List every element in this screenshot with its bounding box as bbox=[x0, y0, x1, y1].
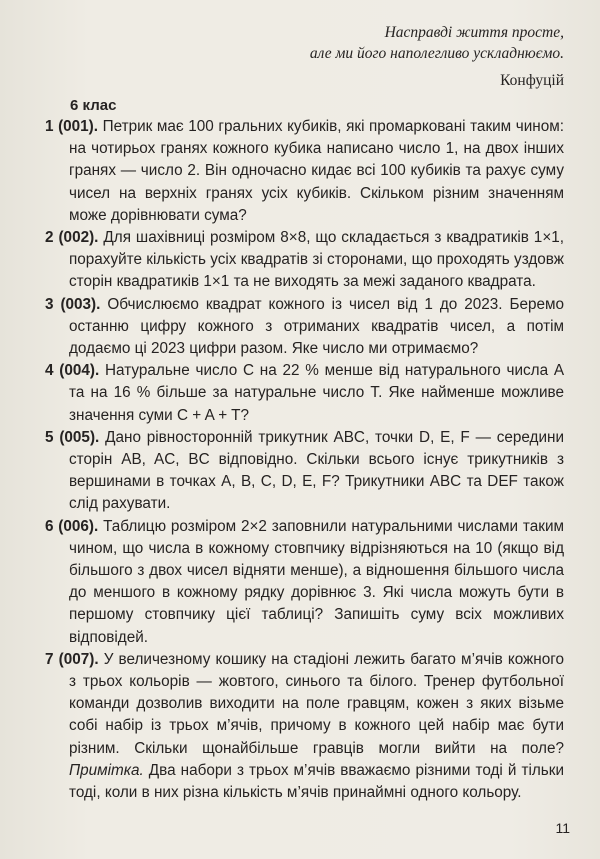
problem-text: У величезному кошику на стадіоні лежить багато м’ячів кожного з трьох кольорів — жовтого, синього та білого. Тренер футбольної команди дозволив виходити на поле гравцям, кожен з яких візьме собі набір із трьох м’ячів, причому в кожного цей набір має бути різним. Скільки щонайбільше гравців могли вийти на поле? bbox=[69, 650, 564, 757]
problem-6 bbox=[45, 516, 564, 649]
problem-number: 2 (002). bbox=[45, 229, 99, 247]
problem-number: 3 (003). bbox=[45, 295, 101, 313]
problem-4 bbox=[45, 360, 564, 427]
problem-text: Дано рівносторонній трикутник ABC, точки D, E, F — середини сторін AB, AC, BC відповідно. Скільки всього існує трикутників з вершинами в точках A, B, C, D, E, F? Трикутники ABC та DEF також слід рахувати. bbox=[69, 428, 565, 513]
problem-1 bbox=[45, 116, 564, 227]
epigraph-quote-line-1: Насправді життя просте, bbox=[384, 24, 564, 41]
problem-number: 7 (007). bbox=[45, 650, 99, 668]
epigraph bbox=[45, 22, 564, 91]
problem-number: 5 (005). bbox=[45, 428, 100, 446]
note-label: Примітка. bbox=[69, 761, 144, 779]
note-text: Два набори з трьох м’ячів вважаємо різними тоді й тільки тоді, коли в них різна кількість м’ячів принаймні одного кольору. bbox=[69, 761, 564, 802]
epigraph-author: Конфуцій bbox=[500, 72, 564, 89]
problem-2 bbox=[45, 227, 564, 294]
problem-text: Для шахівниці розміром 8×8, що складається з квадратиків 1×1, порахуйте кількість усіх квадратів зі сторонами, що проходять уздовж сторін квадратиків 1×1 та не виходять за межі заданого квадрата. bbox=[69, 229, 565, 291]
epigraph-quote-line-2: але ми його наполегливо ускладнюємо. bbox=[309, 45, 564, 62]
problem-text: Натуральне число C на 22 % менше від натурального числа A та на 16 % більше за натуральне число T. Яке найменше можливе значення суми C + A + T? bbox=[69, 362, 565, 424]
problem-text: Петрик має 100 гральних кубиків, які промарковані таким чином: на чотирьох гранях кожного кубика написано число 1, на двох інших гранях — число 2. Він одночасно кидає всі 100 кубиків та рахує суму чисел на верхніх гранях усіх кубиків. Скільком різним значенням може дорівнювати сума? bbox=[69, 118, 564, 224]
problem-number: 6 (006). bbox=[45, 517, 99, 535]
problem-text: Таблицю розміром 2×2 заповнили натуральними числами таким чином, що числа в кожному стовпчику відрізняються на 10 (якщо від більшого з двох чисел відняти менше), а відношення більшого числа до меншого в кожному рядку дорівнює 3. Які числа можуть бути в першому стовпчику цієї таблиці? Запишіть суму всіх можливих відповідей. bbox=[69, 517, 565, 646]
section-title: 6 клас bbox=[70, 97, 117, 114]
problem-number: 1 (001). bbox=[45, 118, 99, 135]
problem-7 bbox=[45, 649, 564, 804]
problem-5 bbox=[45, 427, 564, 516]
page-number: 11 bbox=[555, 820, 570, 836]
problem-text: Обчислюємо квадрат кожного із чисел від 1 до 2023. Беремо останню цифру кожного з отриманих квадратів чисел, а потім додаємо ці 2023 цифри разом. Яке число ми отримаємо? bbox=[69, 295, 565, 358]
problem-3 bbox=[45, 294, 564, 361]
problem-number: 4 (004). bbox=[45, 362, 100, 380]
